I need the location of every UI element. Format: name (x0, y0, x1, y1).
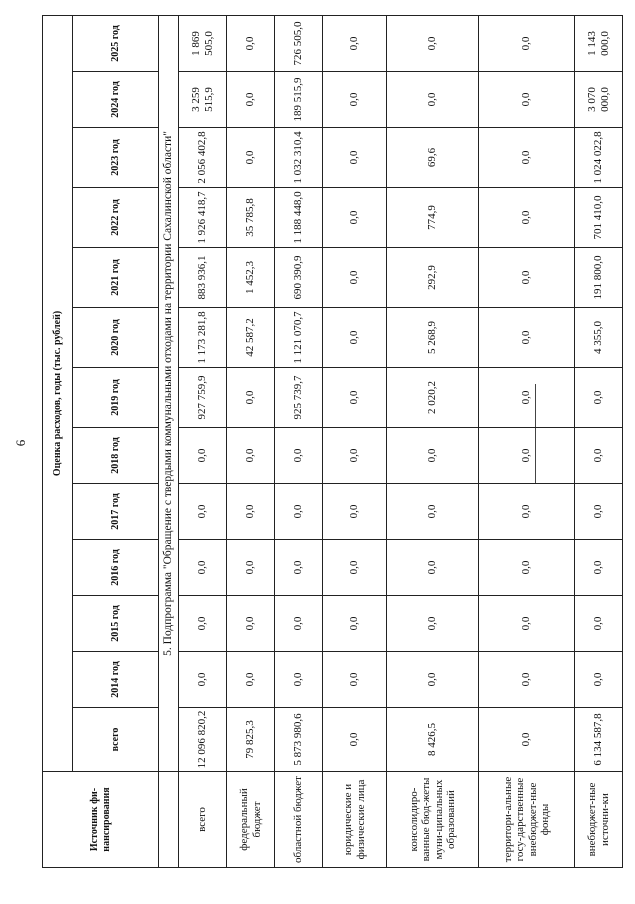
table-cell: 8 426,5 (387, 708, 479, 772)
column-header: 2024 год (73, 72, 159, 128)
table-cell: 0,0 (323, 540, 387, 596)
table-cell: 0,0 (179, 484, 227, 540)
table-cell: 0,0 (479, 15, 575, 71)
table-row (387, 15, 479, 867)
table-cell: 0,0 (275, 596, 323, 652)
table-cell: 0,0 (575, 484, 623, 540)
table-cell: 925 739,7 (275, 368, 323, 428)
table-cell: 0,0 (227, 128, 275, 188)
table-cell: 0,0 (323, 428, 387, 484)
table-cell: 0,0 (387, 540, 479, 596)
column-header: всего (73, 708, 159, 772)
table-cell: 1 173 281,8 (179, 308, 227, 368)
column-header: 2014 год (73, 652, 159, 708)
table-cell: 2 056 402,8 (179, 128, 227, 188)
table-cell: 0,0 (323, 15, 387, 71)
table-cell: 0,0 (323, 708, 387, 772)
table-cell: 189 515,9 (275, 72, 323, 128)
column-header: 2025 год (73, 15, 159, 71)
table-cell: 690 390,9 (275, 248, 323, 308)
table-cell: 774,9 (387, 188, 479, 248)
table-cell: 12 096 820,2 (179, 708, 227, 772)
table-row (323, 15, 387, 867)
row-source-label: консолидиро-ванные бюд-жеты муни-ципальных образований (387, 772, 479, 868)
table-cell: 0,0 (323, 484, 387, 540)
column-header: 2019 год (73, 368, 159, 428)
table-cell: 0,0 (387, 596, 479, 652)
column-header: 2020 год (73, 308, 159, 368)
table-cell: 0,0 (323, 596, 387, 652)
table-cell: 1 869 505,0 (179, 15, 227, 71)
table-cell: 3 070 000,0 (575, 72, 623, 128)
table-cell: 5 268,9 (387, 308, 479, 368)
table-cell: 0,0 (323, 72, 387, 128)
table-cell: 191 800,0 (575, 248, 623, 308)
table-cell: 0,0 (479, 428, 575, 484)
table-cell: 0,0 (479, 596, 575, 652)
budget-table (42, 15, 623, 868)
table-cell: 0,0 (227, 368, 275, 428)
page-number: 6 (13, 439, 28, 447)
table-cell: 0,0 (479, 540, 575, 596)
table-cell: 292,9 (387, 248, 479, 308)
table-cell: 0,0 (323, 308, 387, 368)
column-header: 2022 год (73, 188, 159, 248)
row-source-label: территори-альные госу-дарственные внебюджет-ные фонды (479, 772, 575, 868)
table-row (227, 15, 275, 867)
table-cell: 1 143 000,0 (575, 15, 623, 71)
table-row (575, 15, 623, 867)
table-cell: 0,0 (387, 72, 479, 128)
table-cell: 42 587,2 (227, 308, 275, 368)
table-cell: 0,0 (479, 652, 575, 708)
header-source: Источник фи-нансирования (43, 772, 159, 868)
table-cell: 1 024 022,8 (575, 128, 623, 188)
table-cell: 883 936,1 (179, 248, 227, 308)
table-cell: 0,0 (323, 188, 387, 248)
table-cell: 79 825,3 (227, 708, 275, 772)
table-cell: 0,0 (179, 428, 227, 484)
table-cell: 0,0 (227, 428, 275, 484)
column-header: 2016 год (73, 540, 159, 596)
table-cell: 1 926 418,7 (179, 188, 227, 248)
table-cell: 0,0 (479, 308, 575, 368)
table-cell: 0,0 (179, 652, 227, 708)
table-cell: 0,0 (479, 484, 575, 540)
table-cell: 0,0 (479, 248, 575, 308)
table-cell: 69,6 (387, 128, 479, 188)
table-cell: 0,0 (479, 708, 575, 772)
table-cell: 0,0 (323, 652, 387, 708)
table-cell: 0,0 (275, 652, 323, 708)
column-header: 2018 год (73, 428, 159, 484)
table-cell: 0,0 (227, 540, 275, 596)
table-cell: 0,0 (227, 15, 275, 71)
table-cell: 2 020,2 (387, 368, 479, 428)
table-cell: 3 259 515,9 (179, 72, 227, 128)
column-header: 2021 год (73, 248, 159, 308)
table-cell: 0,0 (575, 540, 623, 596)
table-row (275, 15, 323, 867)
table-cell: 0,0 (179, 540, 227, 596)
table-cell: 0,0 (275, 484, 323, 540)
rotated-table-wrapper (42, 20, 611, 868)
table-cell: 0,0 (479, 72, 575, 128)
table-cell: 0,0 (479, 128, 575, 188)
row-source-label: федеральный бюджет (227, 772, 275, 868)
table-cell: 1 032 310,4 (275, 128, 323, 188)
table-cell: 0,0 (575, 428, 623, 484)
row-source-label: областной бюджет (275, 772, 323, 868)
table-cell: 0,0 (227, 484, 275, 540)
header-estimate: Оценка расходов, годы (тыс. рублей) (43, 15, 73, 771)
column-header: 2017 год (73, 484, 159, 540)
table-cell: 0,0 (227, 72, 275, 128)
table-cell: 0,0 (575, 652, 623, 708)
table-cell: 0,0 (387, 652, 479, 708)
table-cell: 0,0 (323, 368, 387, 428)
table-cell: 701 410,0 (575, 188, 623, 248)
table-cell: 0,0 (575, 368, 623, 428)
table-cell: 0,0 (387, 484, 479, 540)
table-cell: 6 134 587,8 (575, 708, 623, 772)
table-cell: 0,0 (575, 596, 623, 652)
subprogram-title: 5. Подпрограмма "Обращение с твердыми коммунальными отходами на территории Сахалинской области" (159, 15, 179, 771)
table-cell: 0,0 (387, 428, 479, 484)
row-source-label: внебюджет-ные источни-ки (575, 772, 623, 868)
table-cell: 0,0 (227, 596, 275, 652)
table-cell: 0,0 (179, 596, 227, 652)
table-cell: 0,0 (479, 368, 575, 428)
column-header: 2023 год (73, 128, 159, 188)
table-cell: 0,0 (275, 540, 323, 596)
table-cell: 1 188 448,0 (275, 188, 323, 248)
table-cell: 0,0 (323, 248, 387, 308)
table-cell: 0,0 (387, 15, 479, 71)
table-cell: 726 505,0 (275, 15, 323, 71)
row-source-label: юридические и физические лица (323, 772, 387, 868)
table-cell: 5 873 980,6 (275, 708, 323, 772)
table-cell: 0,0 (323, 128, 387, 188)
table-cell: 1 121 070,7 (275, 308, 323, 368)
table-cell: 35 785,8 (227, 188, 275, 248)
table-row (179, 15, 227, 867)
column-header: 2015 год (73, 596, 159, 652)
table-row (479, 15, 575, 867)
table-cell: 0,0 (479, 188, 575, 248)
table-cell: 4 355,0 (575, 308, 623, 368)
table-cell: 927 759,9 (179, 368, 227, 428)
table-cell: 0,0 (227, 652, 275, 708)
row-source-label: всего (179, 772, 227, 868)
table-cell: 1 452,3 (227, 248, 275, 308)
table-cell: 0,0 (275, 428, 323, 484)
